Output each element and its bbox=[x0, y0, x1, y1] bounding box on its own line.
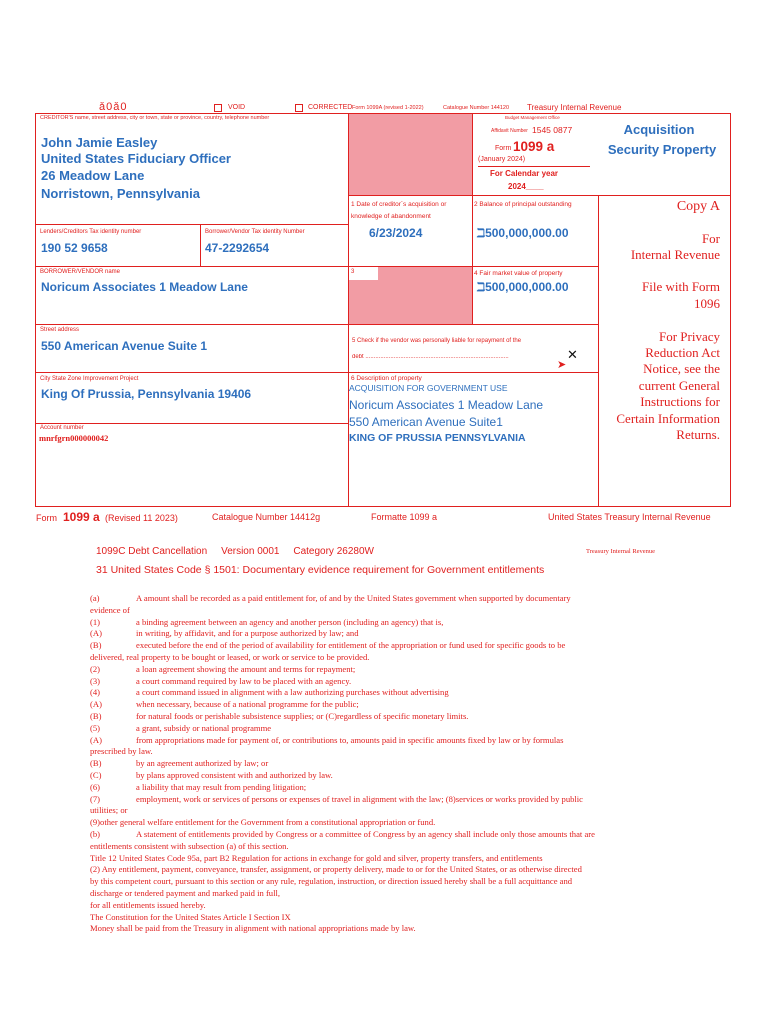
borrower-name: Noricum Associates 1 Meadow Lane bbox=[41, 280, 248, 294]
box1-value: 6/23/2024 bbox=[369, 226, 423, 240]
legal-line-text: when necessary, because of a national programme for the public; bbox=[136, 699, 359, 710]
box6-line3: 550 American Avenue Suite1 bbox=[349, 415, 503, 429]
legal-line-label: (4) bbox=[90, 687, 101, 698]
legal-line bbox=[90, 676, 670, 688]
legal-line-label: (2) bbox=[90, 663, 101, 674]
box2-value: ℶ500,000,000.00 bbox=[477, 226, 569, 240]
box6-line1: ACQUISITION FOR GOVERNMENT USE bbox=[349, 383, 508, 393]
legal-line bbox=[90, 782, 670, 794]
city-value: King Of Prussia, Pennsylvania 19406 bbox=[41, 387, 252, 401]
legal-line-label: (6) bbox=[90, 781, 101, 792]
form-ref: Form 1099A (revised 1-2022) bbox=[352, 105, 424, 111]
subheader-right: Treasury Internal Revenue bbox=[586, 548, 656, 555]
legal-line-label: (B) bbox=[90, 640, 102, 651]
legal-line-label: (5) bbox=[90, 722, 101, 733]
box2-caption: 2 Balance of principal outstanding bbox=[474, 201, 572, 208]
legal-line bbox=[90, 652, 670, 664]
lender-tin-caption: Lenders/Creditors Tax identity number bbox=[40, 229, 142, 235]
footer-treasury: United States Treasury Internal Revenue bbox=[548, 512, 711, 522]
legal-text bbox=[90, 593, 670, 935]
legal-line-label: (A) bbox=[90, 699, 102, 710]
legal-line bbox=[90, 912, 670, 924]
box5-caption-debt: debt ...................................................................................... bbox=[352, 354, 509, 360]
footer-revised: (Revised 11 2023) bbox=[105, 513, 178, 523]
box1-caption: 1 Date of creditor`s acquisition or knowledge of abandonment bbox=[351, 201, 447, 220]
account-number: mnrfgrn000000042 bbox=[39, 433, 109, 443]
legal-line-label: (a) bbox=[90, 593, 100, 603]
legal-line-text: a liability that may result from pending litigation; bbox=[136, 781, 307, 792]
account-caption: Account number bbox=[40, 425, 84, 431]
divider bbox=[35, 224, 348, 225]
box5-check-icon[interactable]: ✕ bbox=[567, 347, 578, 362]
divider bbox=[200, 224, 201, 267]
box4-value: ℶ500,000,000.00 bbox=[477, 280, 569, 294]
privacy-line: Returns. bbox=[676, 427, 720, 442]
legal-line bbox=[90, 758, 670, 770]
legal-line-text: utilities; or bbox=[90, 805, 128, 816]
legal-line-text: by an agreement authorized by law; or bbox=[136, 758, 269, 769]
void-checkbox[interactable] bbox=[214, 104, 222, 112]
street-caption: Street address bbox=[40, 327, 80, 333]
legal-line bbox=[90, 711, 670, 723]
legal-line-label: (7) bbox=[90, 793, 101, 804]
legal-line bbox=[90, 699, 670, 711]
legal-line bbox=[90, 864, 670, 876]
legal-line bbox=[90, 746, 670, 758]
creditor-title: United States Fiduciary Officer bbox=[41, 151, 231, 166]
legal-line-label: (C) bbox=[90, 769, 102, 780]
legal-line-text: A statement of entitlements provided by Congress or a committee of Congress by an agency shall include only those amounts that are bbox=[136, 828, 595, 839]
copy-a-title: Copy A bbox=[676, 199, 720, 214]
legal-line-text: a court command required by law to be placed with an agency. bbox=[136, 675, 352, 686]
form-title-line2: Security Property bbox=[607, 142, 717, 157]
legal-line bbox=[90, 876, 670, 888]
box6-line4: KING OF PRUSSIA PENNSYLVANIA bbox=[349, 432, 526, 444]
creditor-name: John Jamie Easley bbox=[41, 135, 158, 150]
affidavit-number: 1545 0877 bbox=[532, 125, 573, 135]
legal-line-label: (A) bbox=[90, 628, 102, 639]
legal-line-text: a loan agreement showing the amount and terms for repayment; bbox=[136, 663, 356, 674]
legal-line-label: (1) bbox=[90, 616, 101, 627]
legal-line bbox=[90, 628, 670, 640]
lender-tin: 190 52 9658 bbox=[41, 241, 108, 255]
catalogue-ref: Catalogue Number 144120 bbox=[443, 105, 510, 111]
form-title-line1: Acquisition bbox=[623, 122, 695, 137]
box5-arrow-icon: ➤ bbox=[557, 359, 567, 371]
legal-line bbox=[90, 687, 670, 699]
divider bbox=[472, 113, 473, 325]
box6-line2: Noricum Associates 1 Meadow Lane bbox=[349, 398, 544, 412]
legal-line-text: (2) Any entitlement, payment, conveyance, transfer, assignment, or property delivery, made to or for the United States, or as otherwise directed bbox=[90, 864, 582, 875]
legal-line bbox=[90, 723, 670, 735]
creditor-city: Norristown, Pennsylvania bbox=[41, 186, 200, 201]
legal-line-text: Money shall be paid from the Treasury in alignment with national appropriations made by law. bbox=[90, 923, 416, 934]
legal-line-text: (9)other general welfare entitlement for the Government from a constitutional appropriation or fund. bbox=[90, 817, 436, 828]
divider bbox=[348, 113, 349, 507]
creditor-caption: CREDITOR'S name, street address, city or town, state or province, country, telephone number bbox=[40, 115, 270, 121]
omb-form-prefix: Form bbox=[495, 145, 512, 152]
privacy-line: Instructions for bbox=[640, 394, 720, 409]
legal-line-text: in writing, by affidavit, and for a purpose authorized by law; and bbox=[136, 628, 359, 639]
creditor-street: 26 Meadow Lane bbox=[41, 168, 145, 183]
legal-line-text: for natural foods or perishable subsistence supplies; or (C)regardless of specific monetary limits. bbox=[136, 710, 469, 721]
affidavit-label: Affidavit Number bbox=[491, 128, 528, 134]
legal-line-text: Title 12 United States Code 95a, part B2 Regulation for actions in exchange for gold and silver, property transfers, and entitlements bbox=[90, 852, 543, 863]
legal-line-text: a binding agreement between an agency and another person (including an agency) that is, bbox=[136, 616, 444, 627]
legal-line-label: (B) bbox=[90, 758, 102, 769]
copy-a-for: For bbox=[701, 231, 720, 246]
corrected-checkbox[interactable] bbox=[295, 104, 303, 112]
corrected-label: CORRECTED bbox=[308, 104, 353, 111]
street-address: 550 American Avenue Suite 1 bbox=[41, 339, 208, 353]
borrower-tin-caption: Borrower/Vendor Tax identity Number bbox=[205, 229, 305, 235]
divider bbox=[348, 195, 731, 196]
legal-line-text: by this competent court, pursuant to this section or any rule, regulation, instruction, or direction issued hereby shall be a full acquittance and bbox=[90, 876, 573, 887]
box4-caption: 4 Fair market value of property bbox=[474, 270, 563, 277]
legal-line bbox=[90, 900, 670, 912]
calendar-label: For Calendar year bbox=[490, 169, 559, 178]
legal-line bbox=[90, 923, 670, 935]
legal-line-label: (A) bbox=[90, 734, 102, 745]
footer-form-name: 1099 a bbox=[63, 510, 100, 524]
budget-office: Budget Management Office bbox=[505, 115, 560, 120]
legal-line-text: employment, work or services of persons or expenses of travel in alignment with the law; (8)services or works provided by public bbox=[136, 793, 584, 804]
legal-line-text: a grant, subsidy or national programme bbox=[136, 722, 272, 733]
legal-line bbox=[90, 853, 670, 865]
legal-line bbox=[90, 605, 670, 617]
legal-line-text: a court command issued in alignment with a law authorizing purchases without advertising bbox=[136, 687, 449, 698]
legal-line-text: evidence of bbox=[90, 604, 130, 615]
legal-line-text: executed before the end of the period of availability for entitlement of the appropriation or fund used for specific goods to be bbox=[136, 640, 566, 651]
legal-line-text: delivered, real property to be bought or leased, or work or service to be provided. bbox=[90, 651, 370, 662]
borrower-tin: 47-2292654 bbox=[205, 241, 270, 255]
city-caption: City State Zone Improvement Project bbox=[40, 376, 139, 382]
box5-caption: 5 Check if the vendor was personally liable for repayment of the bbox=[352, 338, 522, 344]
copy-a-file: File with Form bbox=[641, 279, 720, 294]
divider bbox=[35, 266, 598, 267]
legal-line bbox=[90, 794, 670, 806]
borrower-name-caption: BORROWER/VENDOR name bbox=[40, 269, 121, 275]
legal-line bbox=[90, 817, 670, 829]
legal-line-label: (b) bbox=[90, 828, 101, 839]
shaded-box-top bbox=[349, 114, 472, 195]
privacy-line: current General bbox=[638, 378, 720, 393]
privacy-line: Reduction Act bbox=[645, 345, 720, 360]
legal-line-text: A amount shall be recorded as a paid entitlement for, of and by the United States government when supported by documentary bbox=[136, 593, 571, 603]
divider bbox=[35, 423, 348, 424]
privacy-line: For Privacy bbox=[658, 329, 720, 344]
copy-a-form: 1096 bbox=[694, 296, 720, 311]
legal-line-label: (B) bbox=[90, 710, 102, 721]
legal-line-text: for all entitlements issued hereby. bbox=[90, 899, 206, 910]
subheader-left: 1099C Debt Cancellation Version 0001 Category 26280W bbox=[96, 546, 374, 557]
legal-line bbox=[90, 735, 670, 747]
legal-line bbox=[90, 829, 670, 841]
header-glyphs: ǎ0ǎ0 bbox=[99, 101, 128, 113]
legal-line bbox=[90, 805, 670, 817]
box6-caption: 6 Description of property bbox=[351, 375, 422, 382]
footer-form-prefix: Form bbox=[36, 513, 57, 523]
void-label: VOID bbox=[228, 104, 246, 111]
privacy-line: Notice, see the bbox=[643, 361, 720, 376]
privacy-line: Certain Information bbox=[616, 411, 720, 426]
legal-line bbox=[90, 841, 670, 853]
omb-form-name: 1099 a bbox=[513, 139, 555, 154]
legal-line-text: prescribed by law. bbox=[90, 746, 153, 757]
legal-line bbox=[90, 593, 670, 605]
legal-line bbox=[90, 617, 670, 629]
divider bbox=[35, 372, 598, 373]
legal-line bbox=[90, 640, 670, 652]
divider bbox=[478, 166, 590, 167]
legal-line-text: discharge or tendered payment and marked paid in full, bbox=[90, 887, 281, 898]
legal-line-text: entitlements consistent with subsection (a) of this section. bbox=[90, 840, 289, 851]
legal-line bbox=[90, 664, 670, 676]
legal-line bbox=[90, 770, 670, 782]
legal-line bbox=[90, 888, 670, 900]
footer-formatte: Formatte 1099 a bbox=[371, 512, 438, 522]
copy-a-irs: Internal Revenue bbox=[630, 247, 720, 262]
divider bbox=[35, 324, 598, 325]
footer-catalogue: Catalogue Number 14412g bbox=[212, 512, 321, 522]
statute-heading: 31 United States Code § 1501: Documentary evidence requirement for Government entitlements bbox=[96, 564, 545, 576]
calendar-year: 2024____ bbox=[508, 182, 544, 191]
box3-caption: 3 bbox=[351, 269, 355, 275]
legal-line-text: by plans approved consistent with and authorized by law. bbox=[136, 769, 333, 780]
legal-line-text: from appropriations made for payment of, or contributions to, amounts paid in specific amounts fixed by law or by formulas bbox=[136, 734, 564, 745]
header-treasury: Treasury Internal Revenue bbox=[527, 103, 622, 112]
legal-line-text: The Constitution for the United States Article I Section IX bbox=[90, 911, 291, 922]
legal-line-label: (3) bbox=[90, 675, 101, 686]
omb-form-date: (January 2024) bbox=[478, 156, 526, 163]
